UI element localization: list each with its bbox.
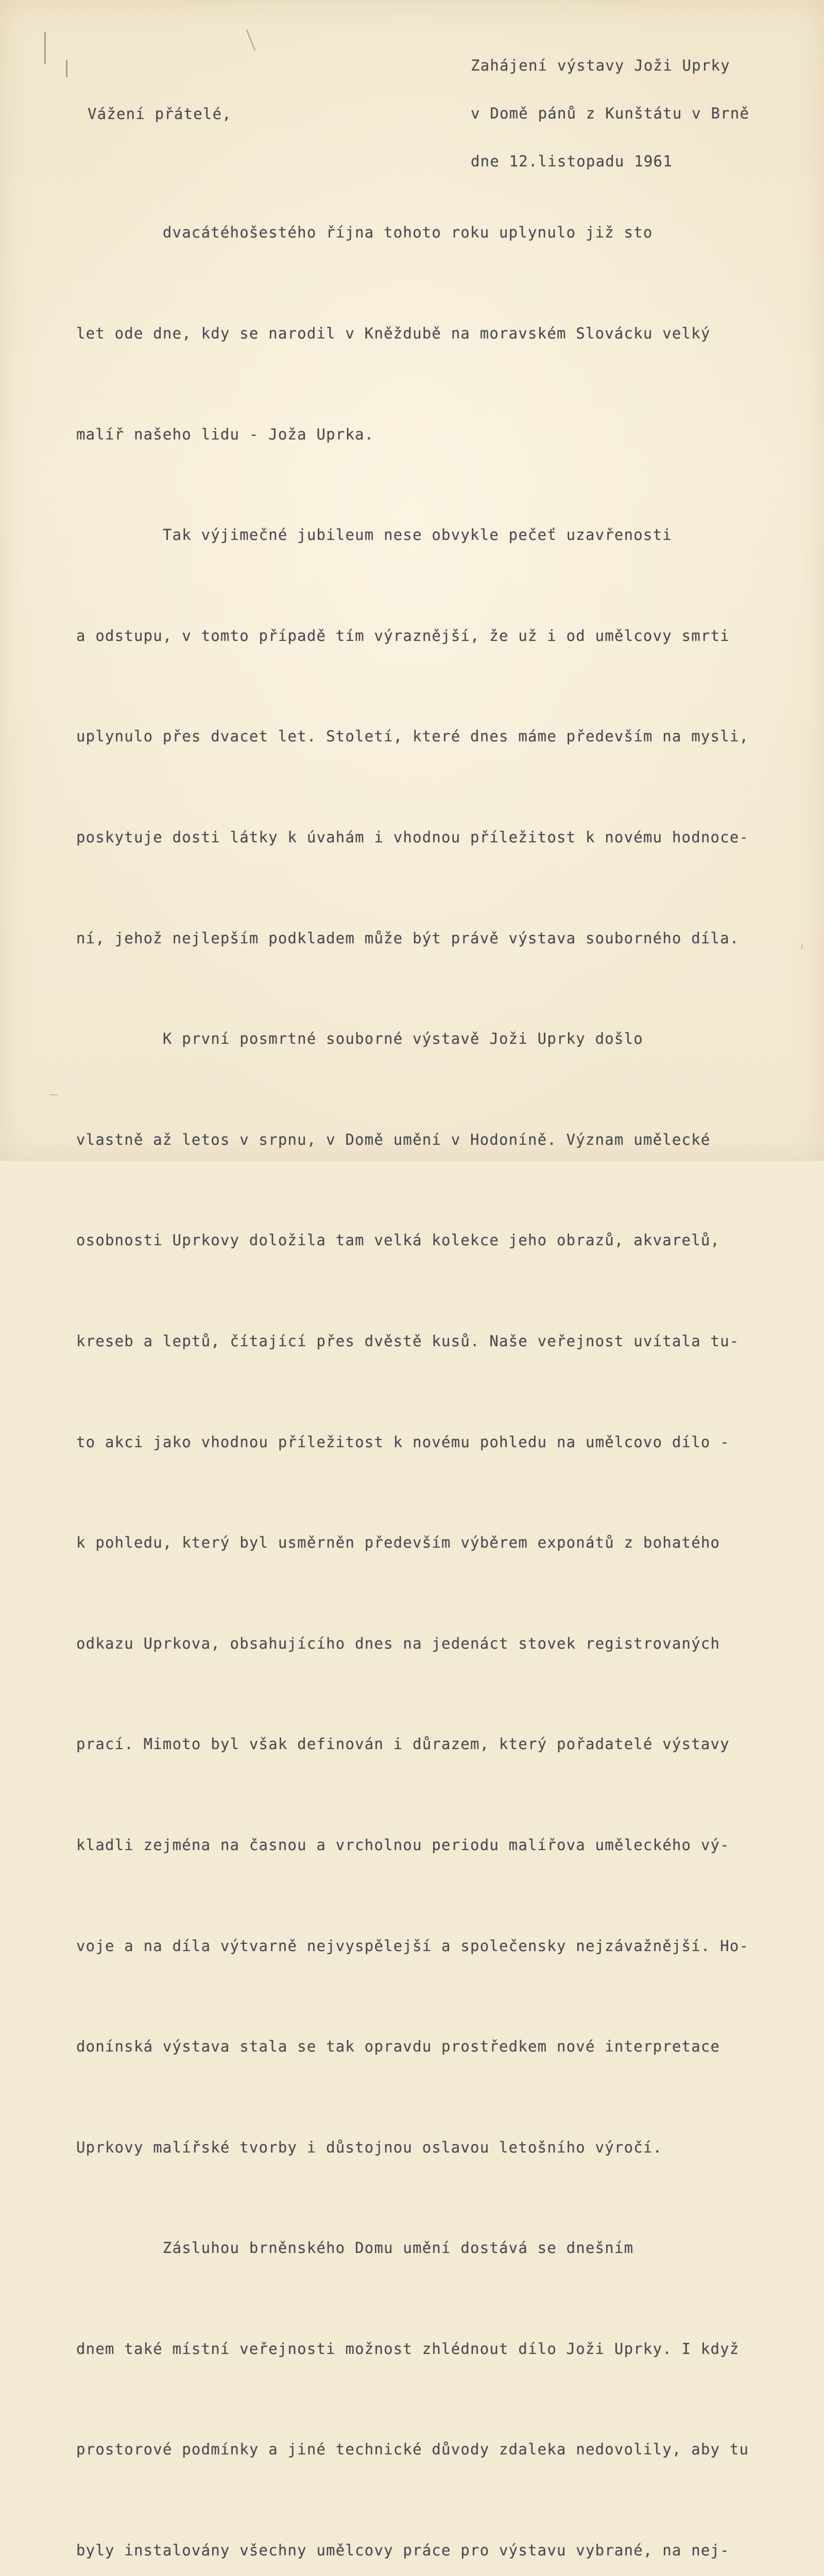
- pencil-mark: [66, 60, 67, 77]
- pencil-mark: [246, 29, 255, 51]
- text-line: Tak výjimečné jubileum nese obvykle pečeť uzavřenosti: [76, 526, 672, 544]
- text-line: a odstupu, v tomto případě tím výraznější, že už i od umělcovy smrti: [76, 626, 730, 645]
- header-line: dne 12.listopadu 1961: [471, 152, 673, 170]
- salutation: Vážení přátelé,: [88, 105, 232, 123]
- text-line: to akci jako vhodnou příležitost k novému pohledu na umělcovo dílo -: [76, 1433, 730, 1451]
- text-line: kreseb a leptů, čítající přes dvěstě kusů. Naše veřejnost uvítala tu-: [76, 1332, 740, 1350]
- text-line: kladli zejména na časnou a vrcholnou periodu malířova uměleckého vý-: [76, 1836, 730, 1854]
- text-line: malíř našeho lidu - Joža Uprka.: [76, 425, 374, 443]
- header-line: v Domě pánů z Kunštátu v Brně: [471, 105, 750, 122]
- pencil-mark: [44, 32, 46, 64]
- letter-body: [76, 149, 808, 2576]
- pencil-mark: [49, 1094, 59, 1095]
- text-line: Zásluhou brněnského Domu umění dostává se dnešním: [76, 2239, 634, 2257]
- header-line: Zahájení výstavy Joži Uprky: [471, 57, 730, 74]
- text-line: odkazu Uprkova, obsahujícího dnes na jedenáct stovek registrovaných: [76, 1634, 720, 1652]
- text-line: voje a na díla výtvarně nejvyspělejší a společensky nejzávažnější. Ho-: [76, 1937, 749, 1955]
- text-line: Uprkovy malířské tvorby i důstojnou oslavou letošního výročí.: [76, 2138, 663, 2156]
- text-line: donínská výstava stala se tak opravdu prostředkem nové interpretace: [76, 2038, 720, 2056]
- text-line: k pohledu, který byl usměrněn především výběrem exponátů z bohatého: [76, 1534, 720, 1552]
- text-line: prací. Mimoto byl však definován i důrazem, který pořadatelé výstavy: [76, 1735, 730, 1753]
- text-line: prostorové podmínky a jiné technické důvody zdaleka nedovolily, aby tu: [76, 2441, 749, 2459]
- text-line: byly instalovány všechny umělcovy práce pro výstavu vybrané, na nej-: [76, 2541, 730, 2560]
- text-line: uplynulo přes dvacet let. Století, které dnes máme především na mysli,: [76, 727, 749, 745]
- text-line: let ode dne, kdy se narodil v Kněždubě na moravském Slovácku velký: [76, 325, 711, 342]
- text-line: poskytuje dosti látky k úvahám i vhodnou příležitost k novému hodnoce-: [76, 828, 749, 846]
- text-line: dvacátéhošestého října tohoto roku uplynulo již sto: [76, 224, 653, 242]
- text-line: ní, jehož nejlepším podkladem může být právě výstava souborného díla.: [76, 929, 740, 947]
- text-line: vlastně až letos v srpnu, v Domě umění v Hodoníně. Význam umělecké: [76, 1130, 711, 1148]
- text-line: dnem také místní veřejnosti možnost zhlédnout dílo Joži Uprky. I když: [76, 2340, 740, 2358]
- text-line: osobnosti Uprkovy doložila tam velká kolekce jeho obrazů, akvarelů,: [76, 1231, 720, 1249]
- text-line: K první posmrtné souborné výstavě Joži Uprky došlo: [76, 1030, 643, 1048]
